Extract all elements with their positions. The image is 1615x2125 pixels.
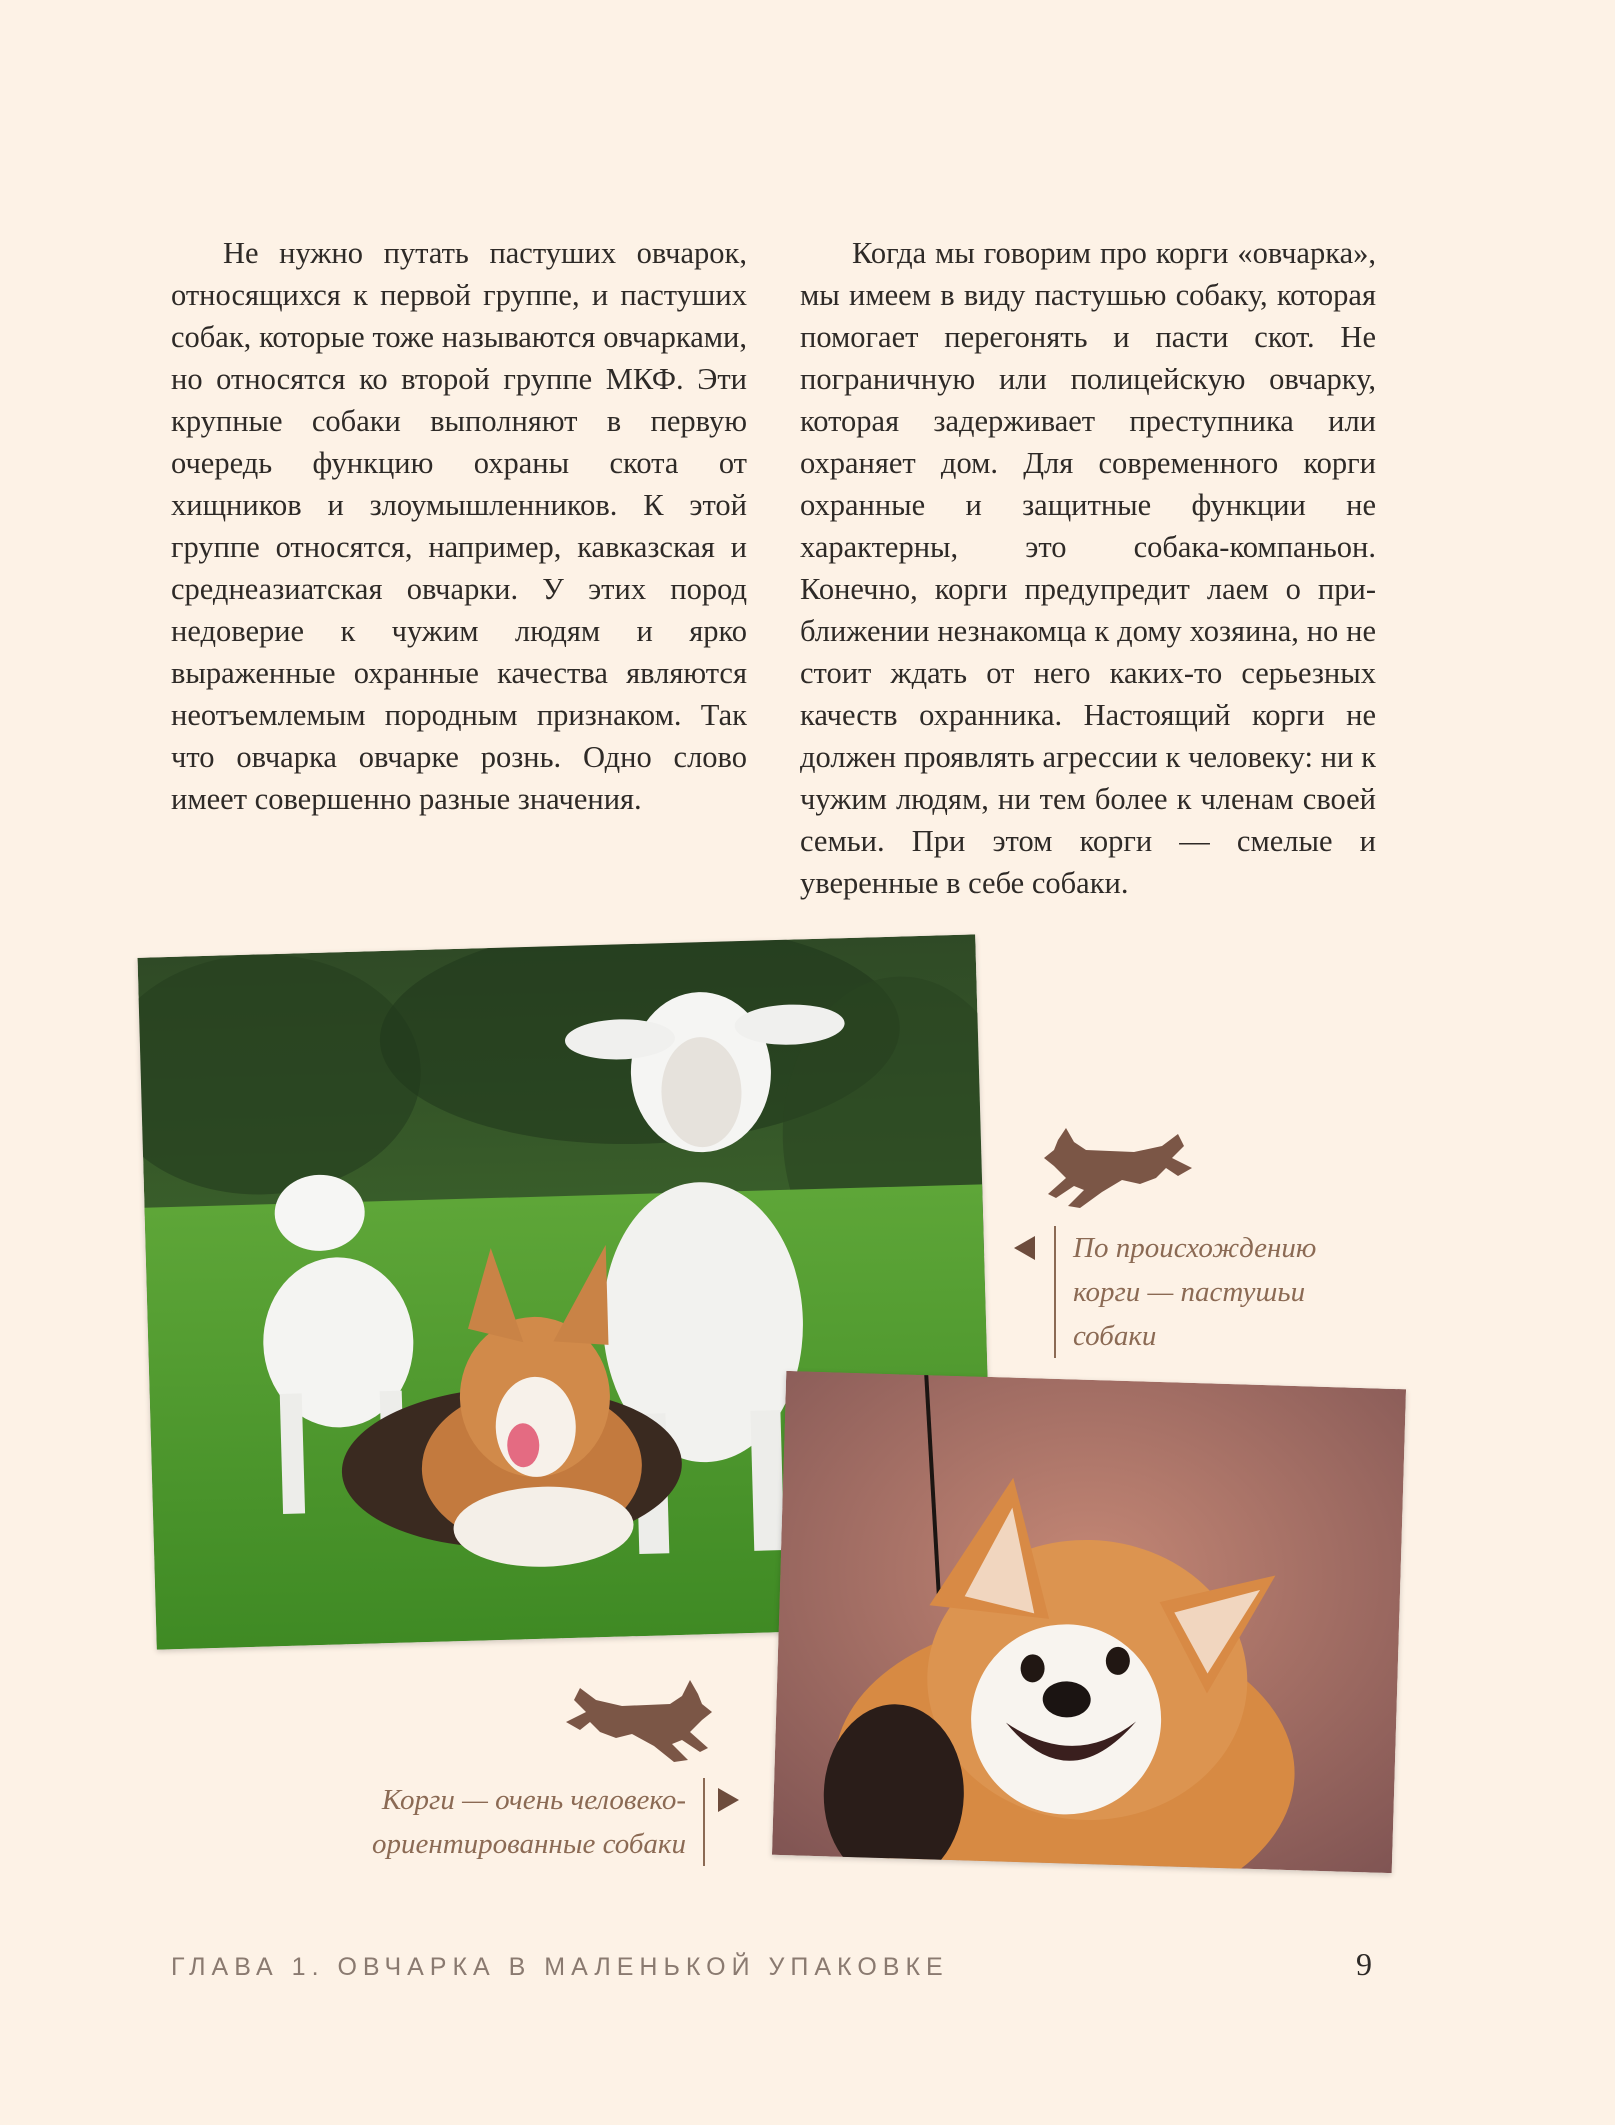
left-paragraph: Не нужно путать пастуших овчарок, относящихся к первой группе, и пастуших собак, которые тоже называются овчарками, но относятся ко второй группе МКФ. Эти крупные собаки выполняют в первую очередь функцию охраны скота от хищников и злоумышленников. К этой группе относятся, например, кавказская и среднеазиатская овчарки. У этих пород недоверие к чужим людям и ярко выраженные охранные качества являются неотъемлемым породным признаком. Так что овчарка овчарке рознь. Одно слово имеет совершенно разные значения. bbox=[171, 236, 747, 816]
right-text-column bbox=[800, 232, 1376, 904]
caption-pointer-right-icon bbox=[718, 1788, 739, 1812]
right-paragraph: Когда мы говорим про корги «овчарка», мы имеем в виду пастушью собаку, которая помогает перегонять и пасти скот. Не пограничную или полицейскую овчарку, которая задерживает преступника или охраняет дом. Для современного корги охранные и защитные функции не характерны, это собака-компаньон. Конечно, корги предупредит лаем о приближении незнакомца к дому хозяина, но не стоит ждать от него каких-то серьезных качеств охранника. Настоящий корги не должен проявлять агрессии к человеку: ни к чужим людям, ни тем более к членам своей семьи. При этом корги — смелые и уверенные в себе собаки. bbox=[800, 236, 1376, 900]
left-text-column bbox=[171, 232, 747, 820]
corgi-silhouette-icon bbox=[1044, 1128, 1194, 1212]
caption-sheep-photo: По происхождению корги — пастушьи собаки bbox=[1054, 1226, 1373, 1358]
photo-corgi-portrait bbox=[772, 1371, 1406, 1873]
caption-pointer-left-icon bbox=[1014, 1236, 1035, 1260]
chapter-title: ГЛАВА 1. ОВЧАРКА В МАЛЕНЬКОЙ УПАКОВКЕ bbox=[171, 1953, 949, 1981]
caption-corgi-photo: Корги — очень человекоориентированные собаки bbox=[360, 1778, 705, 1866]
page-number: 9 bbox=[1356, 1946, 1372, 1982]
corgi-running-silhouette-icon bbox=[562, 1680, 712, 1766]
